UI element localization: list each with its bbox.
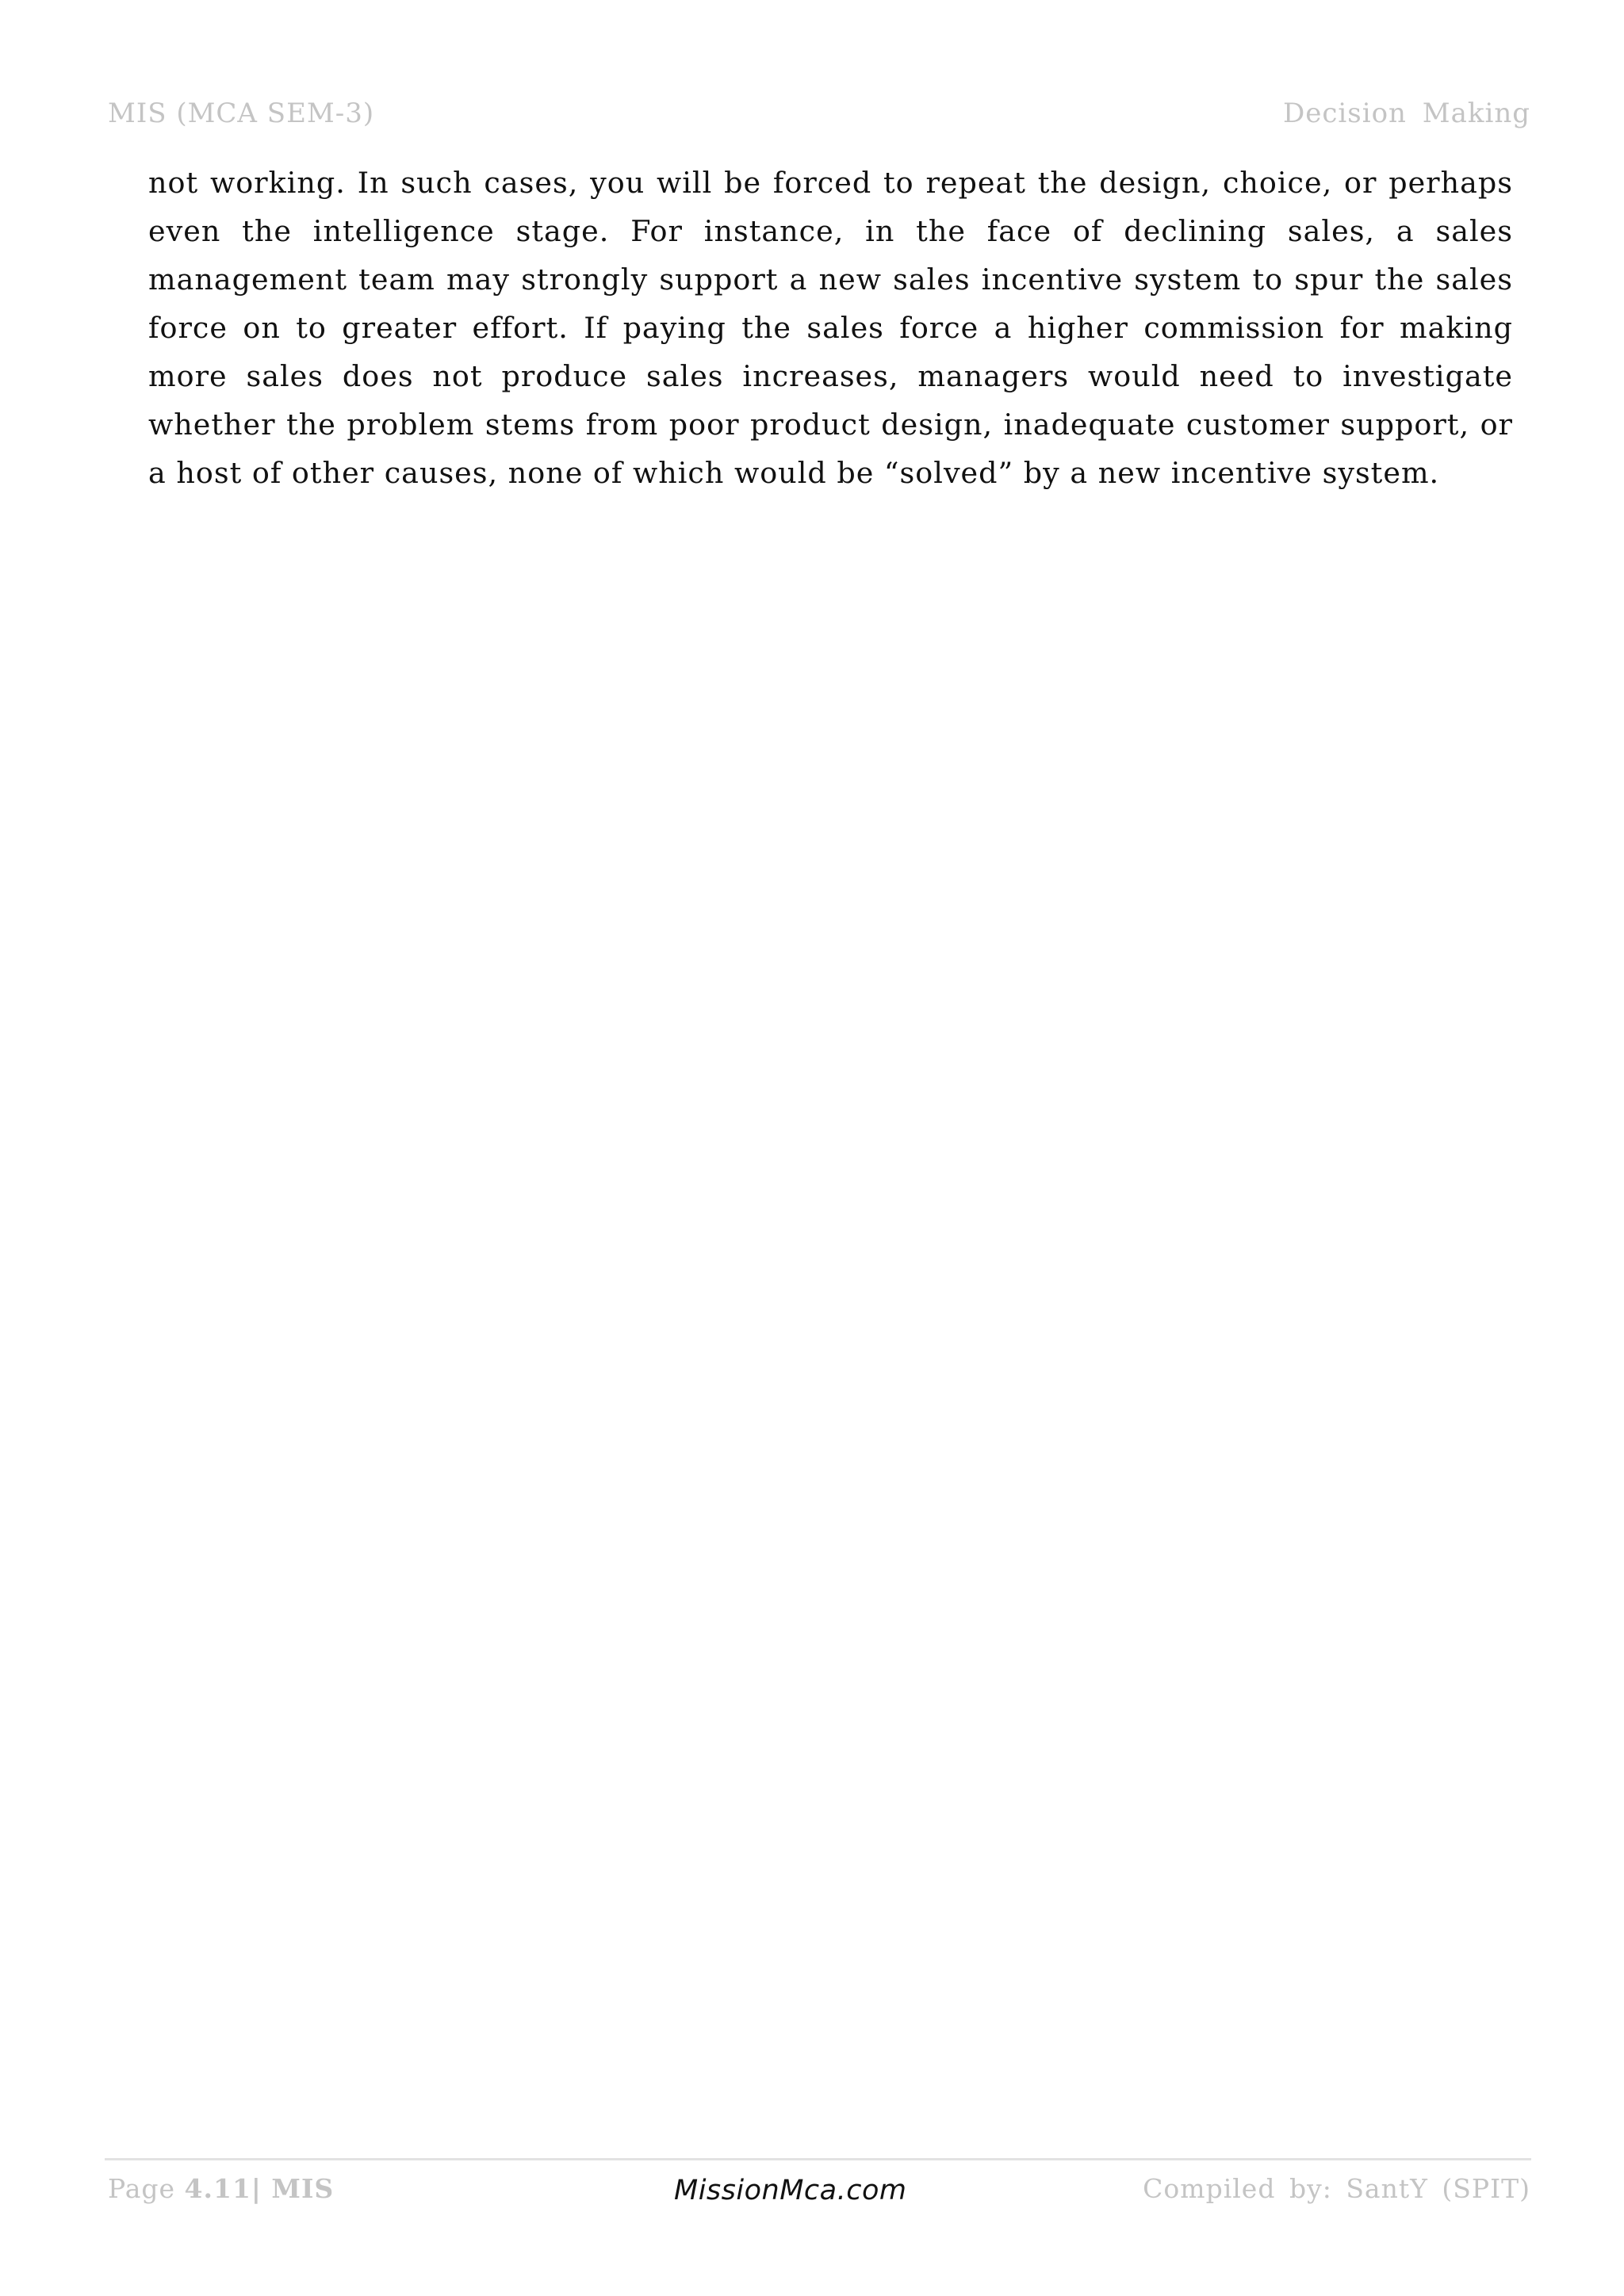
footer-page-label bbox=[108, 2173, 334, 2204]
footer-page-prefix: Page bbox=[108, 2173, 185, 2204]
footer-page-subject: | MIS bbox=[251, 2173, 335, 2204]
body-paragraph: not working. In such cases, you will be forced to repeat the design, choice, or perhaps even the intelligence stage. For instance, in the face of declining sales, a sales management team may strongly support a new sales incentive system to spur the sales force on to greater effort. If paying the sales force a higher commission for making more sales does not produce sales increases, managers would need to investigate whether the problem stems from poor product design, inadequate customer support, or a host of other causes, none of which would be “solved” by a new incentive system. bbox=[148, 166, 1513, 490]
footer-divider bbox=[105, 2158, 1531, 2160]
page-footer bbox=[108, 2168, 1530, 2216]
missionmca-logo: MissionMca.com bbox=[674, 2175, 907, 2206]
header-course-title: MIS (MCA SEM-3) bbox=[108, 98, 375, 129]
footer-page-number: 4.11 bbox=[184, 2173, 251, 2204]
footer-compiled-by: Compiled by: SantY (SPIT) bbox=[1143, 2173, 1530, 2204]
page-header bbox=[108, 94, 1530, 133]
header-chapter-title: Decision Making bbox=[1282, 98, 1530, 129]
